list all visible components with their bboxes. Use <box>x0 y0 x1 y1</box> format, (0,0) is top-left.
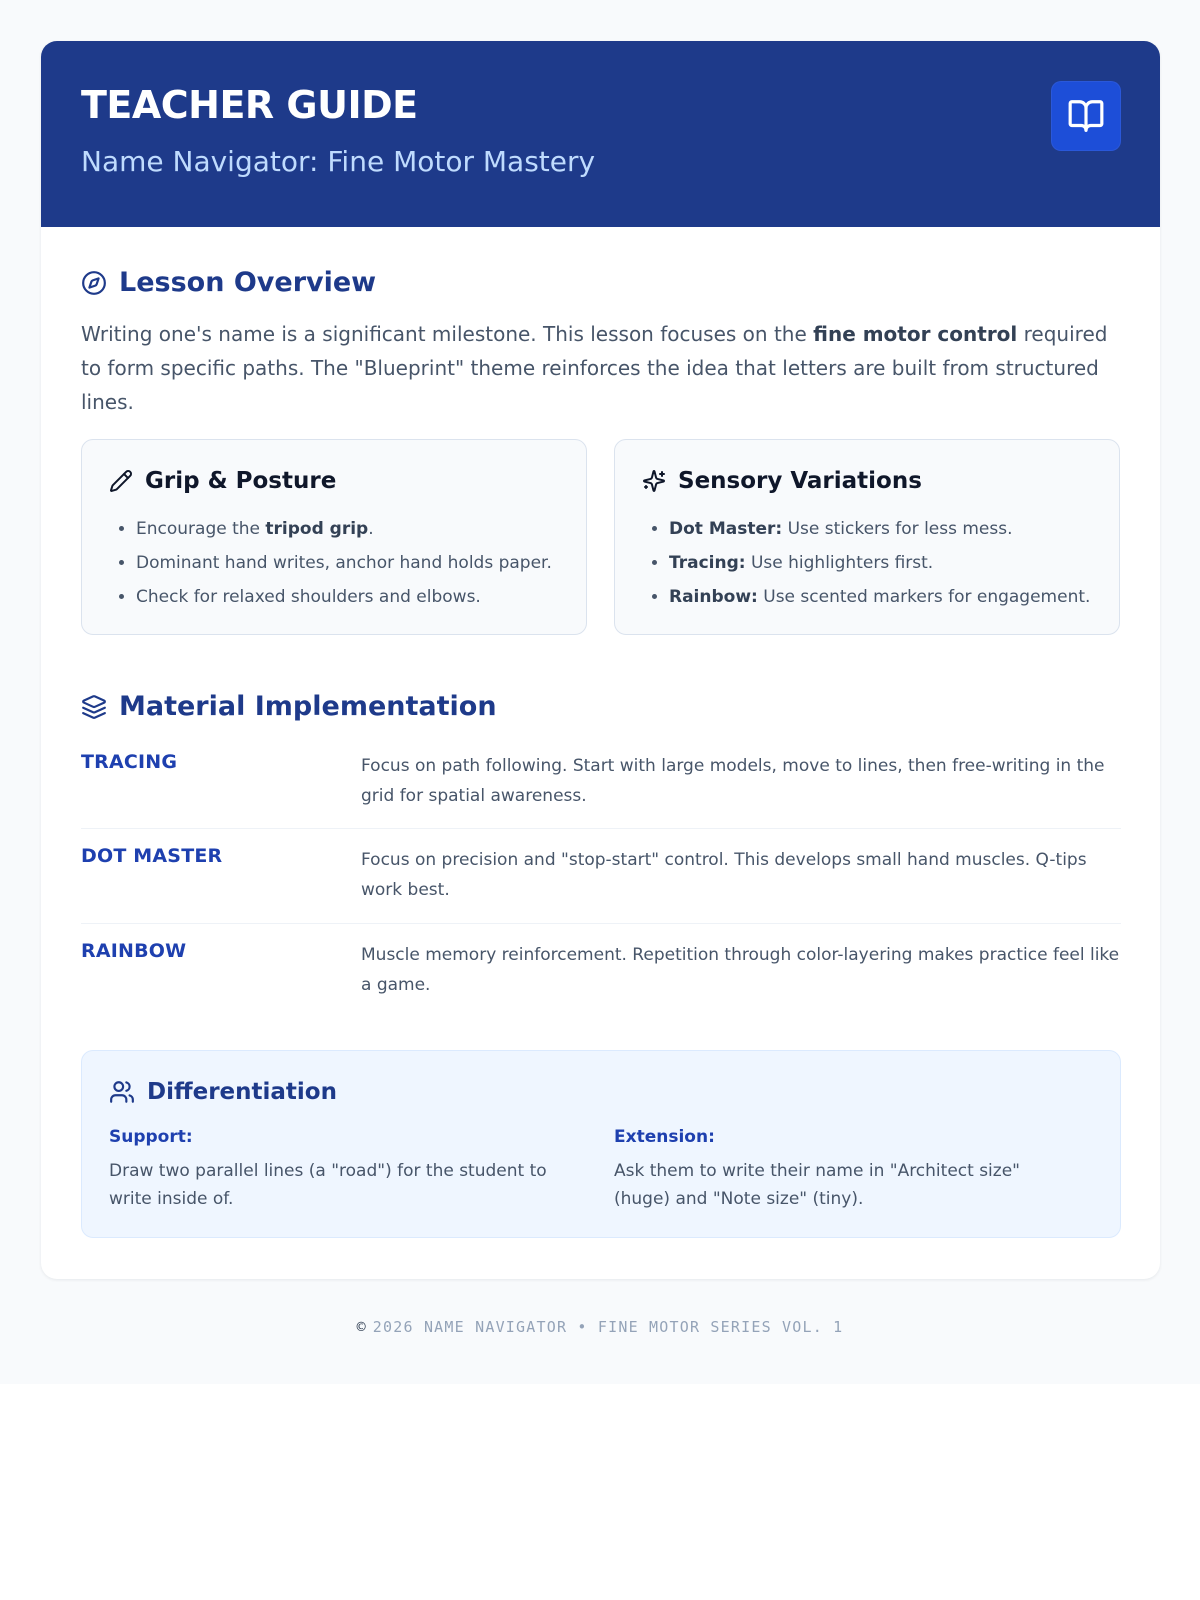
list-item-text: Use stickers for less mess. <box>782 519 1013 539</box>
list-item <box>669 580 1109 614</box>
grip-posture-heading <box>109 468 336 494</box>
footer-text: 2026 NAME NAVIGATOR • FINE MOTOR SERIES VOL. 1 <box>372 1318 844 1336</box>
grip-posture-panel <box>81 439 587 635</box>
material-description: Focus on path following. Start with large models, move to lines, then free-writing in the grid for spatial awareness. <box>361 756 1105 806</box>
list-item-emphasis: Dot Master: <box>669 519 783 539</box>
sensory-variations-list <box>669 512 1109 614</box>
page-subtitle: Name Navigator: Fine Motor Mastery <box>81 145 596 178</box>
layers-icon <box>81 694 107 720</box>
material-label: DOT MASTER <box>81 845 223 867</box>
copyright-symbol: © <box>356 1318 367 1336</box>
list-item <box>136 580 576 614</box>
list-item-text: Dominant hand writes, anchor hand holds paper. <box>136 553 552 573</box>
differentiation-panel <box>81 1050 1121 1238</box>
users-icon <box>109 1079 135 1105</box>
book-open-icon <box>1067 97 1105 135</box>
row-divider <box>81 828 1121 829</box>
book-button[interactable] <box>1051 81 1121 151</box>
material-implementation-title: Material Implementation <box>119 691 497 722</box>
list-item-text: Use highlighters first. <box>745 553 934 573</box>
material-implementation-heading <box>81 691 497 722</box>
sensory-variations-title: Sensory Variations <box>678 468 922 494</box>
support-column <box>109 1127 569 1213</box>
list-item <box>669 512 1109 546</box>
guide-card <box>41 41 1160 1279</box>
extension-column <box>614 1127 1074 1213</box>
sensory-variations-panel <box>614 439 1120 635</box>
support-label: Support: <box>109 1127 193 1147</box>
sensory-variations-heading <box>642 468 922 494</box>
list-item-emphasis: tripod grip <box>265 519 369 539</box>
list-item <box>669 546 1109 580</box>
overview-text-emphasis: fine motor control <box>813 322 1018 346</box>
overview-text-part: Writing one's name is a significant milestone. This lesson focuses on the <box>81 322 814 346</box>
header-banner <box>41 41 1160 227</box>
extension-label: Extension: <box>614 1127 715 1147</box>
lesson-overview-text <box>81 317 1131 419</box>
sparkles-icon <box>642 469 666 493</box>
overview-text-part: required to form specific paths. The "Blueprint" theme reinforces the idea that letters are built from structured lines. <box>81 322 1108 414</box>
page-title: TEACHER GUIDE <box>81 83 418 127</box>
differentiation-title: Differentiation <box>147 1079 337 1105</box>
material-description: Muscle memory reinforcement. Repetition through color-layering makes practice feel like a game. <box>361 945 1120 995</box>
list-item-emphasis: Rainbow: <box>669 587 758 607</box>
material-description: Focus on precision and "stop-start" control. This develops small hand muscles. Q-tips work best. <box>361 850 1087 900</box>
compass-icon <box>81 270 107 296</box>
material-label: TRACING <box>81 751 178 773</box>
list-item-text: Check for relaxed shoulders and elbows. <box>136 587 481 607</box>
material-label: RAINBOW <box>81 940 187 962</box>
differentiation-heading <box>109 1079 337 1105</box>
list-item <box>136 512 576 546</box>
pencil-icon <box>109 469 133 493</box>
lesson-overview-title: Lesson Overview <box>119 267 377 298</box>
page-footer <box>0 1318 1200 1336</box>
list-item-emphasis: Tracing: <box>669 553 746 573</box>
lesson-overview-heading <box>81 267 376 298</box>
list-item-text: . <box>368 519 374 539</box>
grip-posture-title: Grip & Posture <box>145 468 337 494</box>
row-divider <box>81 923 1121 924</box>
list-item <box>136 546 576 580</box>
extension-text: Ask them to write their name in "Architect size" (huge) and "Note size" (tiny). <box>614 1161 1020 1209</box>
list-item-text: Use scented markers for engagement. <box>757 587 1091 607</box>
list-item-text: Encourage the <box>136 519 266 539</box>
grip-posture-list <box>136 512 576 614</box>
support-text: Draw two parallel lines (a "road") for the student to write inside of. <box>109 1161 547 1209</box>
